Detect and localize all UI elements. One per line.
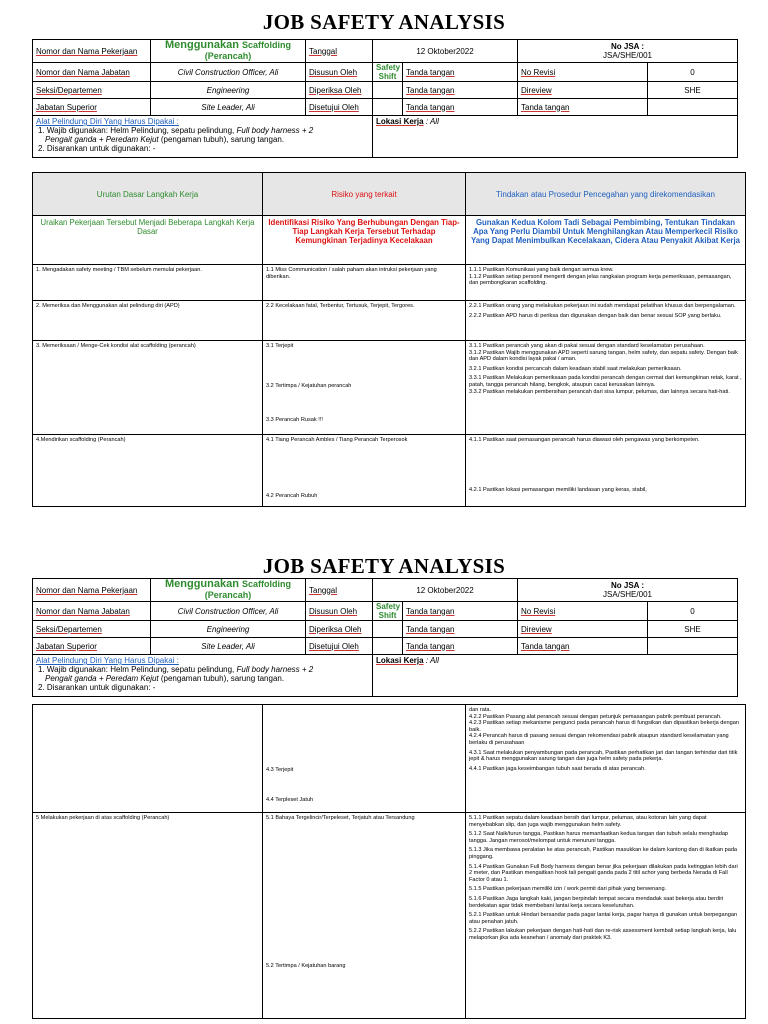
- no-jsa-2: No JSA : JSA/SHE/001: [518, 579, 738, 602]
- col-sub-risiko: Identifikasi Risiko Yang Berhubungan Dengan Tiap-Tiap Langkah Kerja Tersebut Terhadap Kemungkinan Terjadinya Kecelakaan: [263, 216, 466, 265]
- page-2: [0, 548, 768, 1024]
- apd-item-1-p2: 1. Wajib digunakan: Helm Pelindung, sepatu pelindung, Full body harness + 2: [38, 665, 314, 674]
- diperiksa-label-2: Diperiksa Oleh: [306, 621, 373, 638]
- action-3-5: 3.3.2 Pastikan melakukan pembersihan perancah dari sisa lumpur, pelumas, dan lainnya secara hati-hati.: [469, 388, 730, 395]
- action-4-7: 4.4.1 Pastikan jaga keseimbangan tubuh saat berada di atas perancah.: [469, 765, 646, 772]
- col-head-risiko: Risiko yang terkait: [263, 173, 466, 216]
- risk-4-4: 4.4 Terpleset Jatuh: [266, 797, 314, 803]
- nomor-nama-jabatan-label: Nomor dan Nama Jabatan: [33, 63, 151, 82]
- lokasi-kerja-2: Lokasi Kerja : All: [373, 655, 738, 697]
- apd-section: [33, 116, 373, 158]
- no-revisi-value-2: 0: [648, 602, 738, 621]
- action-5-6: 5.1.6 Pastikan Jaga langkah kaki, jangan berpindah tempat secara mendadak saat bekerja atau berdiri berdekatan agar tidak membebani lantai kerja secara keseluruhan.: [469, 895, 724, 909]
- risk-3-1: 3.1 Terjepit: [266, 343, 294, 349]
- action-3-2: 3.1.2 Pastikan Wajib menggunakan APD seperti sarung tangan, helm safety, dan sepatu safety. Dengan baik dan APD dalam kondisi layak pakai / aman.: [469, 349, 738, 363]
- seksi-value: Engineering: [151, 82, 306, 99]
- tanda-tangan-diperiksa-2: Tanda tangan: [403, 621, 518, 638]
- action-1: [466, 265, 746, 301]
- page-title-2: JOB SAFETY ANALYSIS: [262, 554, 506, 578]
- nomor-nama-pekerjaan-label-2: Nomor dan Nama Pekerjaan: [33, 579, 151, 602]
- risk-4-cont: [263, 705, 466, 813]
- jabatan-superior-label: Jabatan Superior: [33, 99, 151, 116]
- no-revisi-label-2: No Revisi: [518, 602, 648, 621]
- seksi-value-2: Engineering: [151, 621, 306, 638]
- risk-3-3: 3.3 Perancah Rusak !!!: [266, 417, 323, 423]
- action-4-1: 4.1.1 Pastikan saat pemasangan perancah harus diawasi oleh pengawas yang berkompeten.: [469, 437, 700, 443]
- col-sub-tindakan: Gunakan Kedua Kolom Tadi Sebagai Pembimbing, Tentukan Tindakan Apa Yang Perlu Diambil Untuk Menghilangkan Atau Memperkecil Risiko Yang Dapat Menimbulkan Kecelakaan, Cidera Atau Penyakit Akibat Kerja: [466, 216, 746, 265]
- action-5-2: 5.1.2 Saat Naik/turun tangga, Pastikan harus memanfaatkan kedua tangan dan tubuh selalu menghadap tangga. Jangan merosot/melompat untuk menuruni tangga.: [469, 831, 729, 844]
- jsa-table-page-2: [32, 704, 746, 1019]
- header-table-2: [32, 578, 738, 697]
- direview-value: SHE: [648, 82, 738, 99]
- action-4: [466, 435, 746, 507]
- action-5-8: 5.2.2 Pastikan lakukan pekerjaan dengan hati-hati dan re-risk assessment kembali setiap langkah kerja, lalu melaporkan jika ada keanehan / anomaly dari praktek K3.: [469, 928, 737, 941]
- col-head-langkah: Urutan Dasar Langkah Kerja: [33, 173, 263, 216]
- action-3-1: 3.1.1 Pastikan perancah yang akan di pakai sesuai dengan standard keselamatan perusahaan.: [469, 343, 705, 349]
- action-4-2-cont: dan rata.: [469, 707, 492, 713]
- tanggal-value: 12 Oktober2022: [373, 40, 518, 63]
- tanda-tangan-disusun-2: Tanda tangan: [403, 602, 518, 621]
- tanda-tangan-disetujui: Tanda tangan: [403, 99, 518, 116]
- risk-5-1: 5.1 Bahaya Tergelincir/Terpeleset, Terjatuh atau Tersandung: [266, 815, 415, 821]
- action-2-1: 2.2.1 Pastikan orang yang melakukan pekerjaan ini sudah mendapat pelatihan khusus dan berpengalaman.: [469, 303, 736, 309]
- step-3: 3. Memeriksaan / Menge-Cek kondisi alat scaffolding (perancah): [33, 341, 263, 435]
- action-2: [466, 301, 746, 341]
- action-5-3: 5.1.3 Jika membawa peralatan ke atas perancah, Pastikan masukkan ke dalam kantong dan di ikatkan pada pinggang.: [469, 847, 738, 860]
- jsa-table-page-1: [32, 172, 746, 507]
- jabatan-superior-value: Site Leader, Ali: [151, 99, 306, 116]
- jabatan-superior-value-2: Site Leader, Ali: [151, 638, 306, 655]
- tanda-tangan-diperiksa: Tanda tangan: [403, 82, 518, 99]
- action-1-1: 1.1.1 Pastikan Komunikasi yang baik dengan semua krew.: [469, 267, 614, 273]
- action-1-2: 1.1.2 Pastikan setiap personil mengerti dengan jelas rangkaian program kerja pemeriksaan, pemasangan, dan pembongkaran scaffolding.: [469, 273, 732, 287]
- tanggal-value-2: 12 Oktober2022: [373, 579, 518, 602]
- tanda-tangan-disusun: Tanda tangan: [403, 63, 518, 82]
- disusun-label: Disusun Oleh: [306, 63, 373, 82]
- jabatan-value-2: Civil Construction Officer, Ali: [151, 602, 306, 621]
- seksi-label-2: Seksi/Departemen: [33, 621, 151, 638]
- action-3-3: 3.2.1 Pastikan kondisi percancah dalam keadaan stabil saat melakukan pemeriksaan.: [469, 365, 682, 372]
- apd-item-1-cont: Pengait ganda + Peredam Kejut (pengaman tubuh), sarung tangan.: [45, 135, 285, 144]
- apd-title-2: Alat Pelindung Diri Yang Harus Dipakai :: [36, 656, 179, 665]
- step-2: 2. Memeriksa dan Menggunakan alat pelindung diri (APD): [33, 301, 263, 341]
- tanggal-label: Tanggal: [306, 40, 373, 63]
- action-2-2: 2.2.2 Pastikan APD harus di periksa dan digunakan dengan baik dan benar sesuai SOP yang berlaku.: [469, 312, 722, 319]
- risk-2: 2.2 Kecelakaan fatal, Terbentur, Tertusuk, Terjepit, Tergores.: [263, 301, 466, 341]
- lokasi-kerja: Lokasi Kerja : All: [373, 116, 738, 158]
- no-jsa: No JSA : JSA/SHE/001: [518, 40, 738, 63]
- action-4-cont: [466, 705, 746, 813]
- step-4: 4.Mendirikan scaffolding (Perancah): [33, 435, 263, 507]
- step-5: 5 Melakukan pekerjaan di atas scaffolding (Perancah): [33, 813, 263, 1019]
- action-4-4: 4.2.3 Pastikan setiap mekanisme pengunci pada perancah harus di fungsikan dan dipastikan bekerja dengan baik.: [469, 720, 739, 733]
- action-4-6: 4.3.1 Saat melakukan penyambungan pada perancah, Pastikan perhatikan jari dan tangan terhindar dari titik jepit & harus menggunakan sarung tangan dan juga helm safety pada pekerja.: [469, 749, 738, 763]
- apd-section-2: [33, 655, 373, 697]
- action-4-5: 4.2.4 Perancah harus di pasang sesuai dengan rekomendasi pabrik ataupun standard keselamatan yang berlaku di perusahaan: [469, 733, 729, 746]
- risk-5-2: 5.2 Tertimpa / Kejatuhan barang: [266, 963, 346, 969]
- safety-shift: Safety Shift: [373, 63, 403, 82]
- seksi-label: Seksi/Departemen: [33, 82, 151, 99]
- risk-3: [263, 341, 466, 435]
- action-5: [466, 813, 746, 1019]
- disetujui-label: Disetujui Oleh: [306, 99, 373, 116]
- page-title: JOB SAFETY ANALYSIS: [262, 10, 506, 34]
- risk-3-2: 3.2 Tertimpa / Kejatuhan perancah: [266, 383, 352, 389]
- col-sub-langkah: Uraikan Pekerjaan Tersebut Menjadi Beberapa Langkah Kerja Dasar: [33, 216, 263, 265]
- no-revisi-value: 0: [648, 63, 738, 82]
- nomor-nama-pekerjaan-label: Nomor dan Nama Pekerjaan: [33, 40, 151, 63]
- action-3: [466, 341, 746, 435]
- direview-value-2: SHE: [648, 621, 738, 638]
- tanda-tangan-disetujui-2: Tanda tangan: [403, 638, 518, 655]
- disetujui-label-2: Disetujui Oleh: [306, 638, 373, 655]
- apd-item-1: 1. Wajib digunakan: Helm Pelindung, sepatu pelindung, Full body harness + 2: [38, 126, 314, 135]
- action-3-4: 3.3.1 Pastikan Melakukan pemeriksaan pada kondisi perancah dengan cermat dari kemungkinan retak, karat , patah, tangga perancah hilang, bengkok, ataupun cacat kerusakan lainnya.: [469, 375, 742, 388]
- tanda-tangan-direview: Tanda tangan: [518, 99, 648, 116]
- tanggal-label-2: Tanggal: [306, 579, 373, 602]
- action-4-3: 4.2.2 Pastikan Pasang alat perancah sesuai dengan petunjuk pemasangan pabrik pembuat perancah.: [469, 713, 722, 720]
- col-head-tindakan: Tindakan atau Prosedur Pencegahan yang direkomendasikan: [466, 173, 746, 216]
- step-4-cont: [33, 705, 263, 813]
- jabatan-superior-label-2: Jabatan Superior: [33, 638, 151, 655]
- job-name-2: Menggunakan Scaffolding (Perancah): [151, 579, 306, 602]
- apd-item-1-cont-p2: Pengait ganda + Peredam Kejut (pengaman tubuh), sarung tangan.: [45, 674, 285, 683]
- job-name: Menggunakan Scaffolding (Perancah): [151, 40, 306, 63]
- action-5-1: 5.1.1 Pastikan sepatu dalam keadaan bersih dari lumpur, pelumas, atau kotoran lain yang dapat menyebabkan slip, dan juga wajib menggunakan helm safety.: [469, 815, 707, 828]
- apd-title: Alat Pelindung Diri Yang Harus Dipakai :: [36, 117, 179, 126]
- diperiksa-label: Diperiksa Oleh: [306, 82, 373, 99]
- tanda-tangan-direview-2: Tanda tangan: [518, 638, 648, 655]
- risk-4: [263, 435, 466, 507]
- jabatan-value: Civil Construction Officer, Ali: [151, 63, 306, 82]
- safety-shift-2: Safety Shift: [373, 602, 403, 621]
- nomor-nama-jabatan-label-2: Nomor dan Nama Jabatan: [33, 602, 151, 621]
- apd-item-2-p2: 2. Disarankan untuk digunakan: -: [38, 683, 156, 692]
- direview-label: Direview: [518, 82, 648, 99]
- risk-4-2: 4.2 Perancah Rubuh: [266, 493, 318, 499]
- risk-4-1: 4.1 Tiang Perancah Ambles / Tiang Perancah Terperosok: [266, 437, 408, 443]
- direview-label-2: Direview: [518, 621, 648, 638]
- apd-item-2: 2. Disarankan untuk digunakan: -: [38, 144, 156, 153]
- step-1: 1. Mengadakan safety meeting / TBM sebelum memulai pekerjaan.: [33, 265, 263, 301]
- header-table: [32, 39, 738, 158]
- action-5-5: 5.1.5 Pastikan pekerjaan memiliki izin / work permit dari pihak yang berwenang.: [469, 886, 667, 893]
- action-5-7: 5.2.1 Pastikan untuk Hindari bersandar pada pagar lantai kerja, pagar hanya di gunakan untuk berpegangan atau penahan jatuh.: [469, 912, 738, 925]
- action-5-4: 5.1.4 Pastikan Gunakan Full Body harness dengan benar jika pekerjaan dilakukan pada ketinggian lebih dari 2 meter, dan Pastikan mengaitkan hook tali pengait ganda pada 2 titil achor yang berbeda Nerada di Fall Factor 0 atau 1.: [469, 863, 738, 883]
- risk-1: 1.1 Miss Communication / salah paham akan intruksi pekerjaan yang diberikan.: [263, 265, 466, 301]
- risk-4-3: 4.3 Terjepit: [266, 767, 294, 773]
- action-4-2: 4.2.1 Pastikan lokasi pemasangan memiliki landasan yang keras, stabil,: [469, 487, 647, 493]
- risk-5: [263, 813, 466, 1019]
- no-revisi-label: No Revisi: [518, 63, 648, 82]
- disusun-label-2: Disusun Oleh: [306, 602, 373, 621]
